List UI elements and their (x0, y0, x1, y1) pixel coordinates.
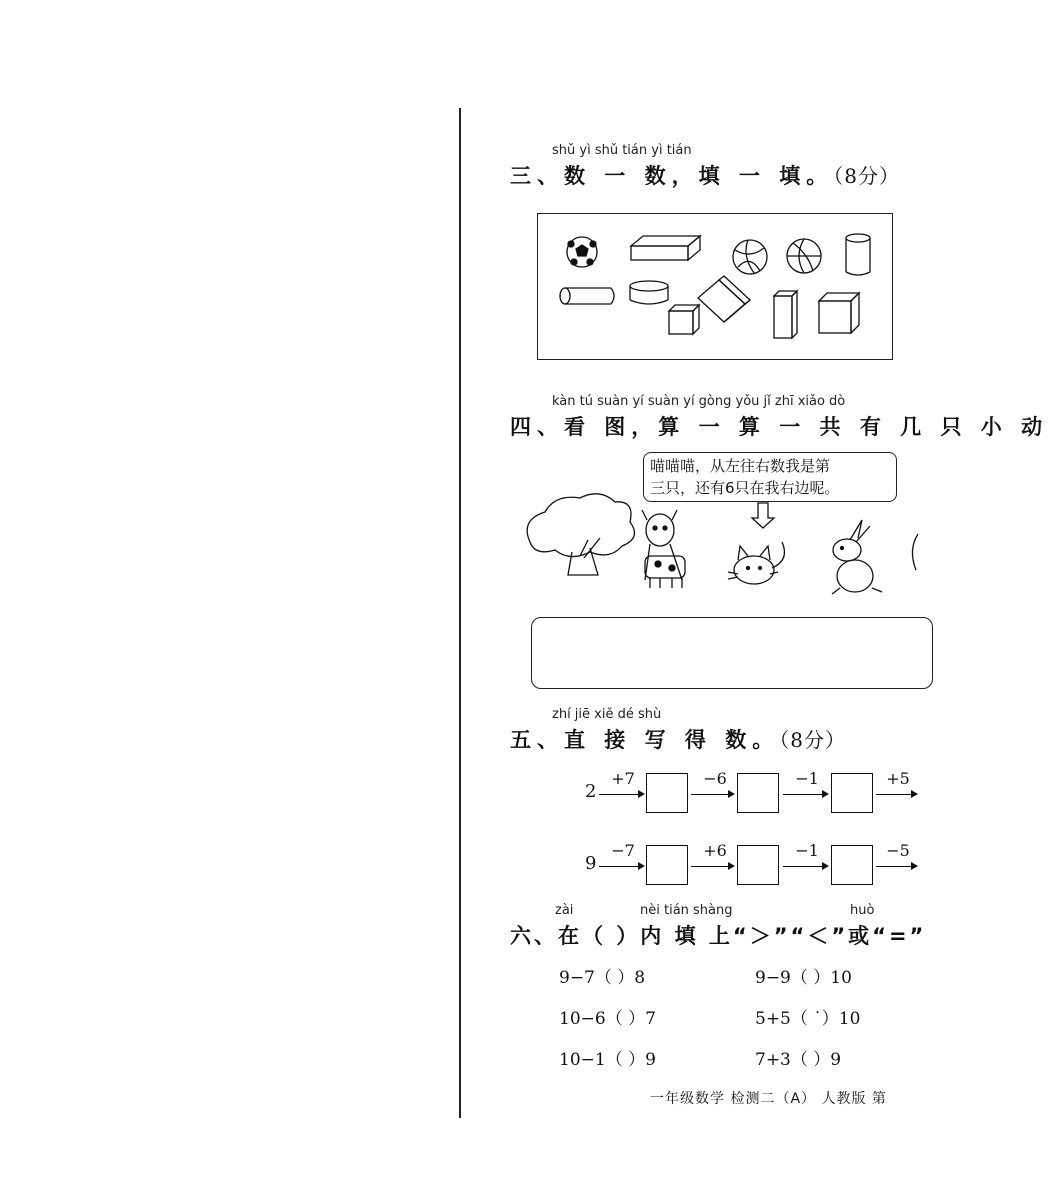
chain-1-op-1: +7 (611, 769, 635, 788)
volleyball-icon (733, 240, 767, 274)
answer-box[interactable] (531, 617, 933, 689)
compare-row-2-a[interactable]: 10−6（ ）7 (559, 1009, 656, 1029)
bubble-line-2: 三只，还有6只在我右边呢。 (650, 479, 840, 497)
answer-square[interactable] (737, 773, 779, 813)
giraffe-icon (642, 510, 685, 588)
fold-line (459, 108, 461, 1118)
horizontal-cylinder-icon (560, 288, 614, 304)
compare-row-3-b[interactable]: 7+3（ ）9 (755, 1050, 842, 1070)
chain-2-start: 9 (585, 853, 597, 874)
tall-cuboid-icon (774, 291, 797, 338)
small-cube-icon (669, 305, 699, 334)
tilted-cuboid-icon (698, 276, 750, 322)
answer-square[interactable] (646, 773, 688, 813)
rabbit-icon (832, 520, 882, 594)
s5-pinyin: zhí jiē xiě dé shù (552, 707, 662, 722)
compare-row-3-a[interactable]: 10−1（ ）9 (559, 1050, 656, 1070)
arrow-icon (599, 794, 643, 795)
compare-row-1-b[interactable]: 9−9（ ）10 (755, 968, 852, 988)
tree-icon (527, 494, 634, 575)
cat-icon (728, 542, 784, 584)
chain-1-op-4: +5 (886, 769, 910, 788)
arrow-icon (599, 866, 643, 867)
s6-title: 六、在（ ）内 填 上“＞”“＜”或“=” (510, 924, 927, 948)
compare-row-1-a[interactable]: 9−7（ ）8 (559, 968, 646, 988)
s4-title: 四、看 图，算 一 算 一 共 有 几 只 小 动 (510, 415, 1048, 439)
short-cylinder-icon (630, 281, 668, 304)
answer-square[interactable] (831, 845, 873, 885)
chain-2-op-1: −7 (611, 841, 635, 860)
chain-1-op-2: −6 (703, 769, 727, 788)
big-cube-icon (819, 293, 859, 333)
arrow-icon (691, 794, 733, 795)
partial-animal-icon (912, 534, 918, 570)
s5-title (510, 724, 846, 754)
s5-title-text: 五、直 接 写 得 数。 (510, 728, 780, 752)
down-arrow-icon (752, 503, 774, 528)
shapes-illustration (538, 214, 892, 359)
compare-row-2-b[interactable]: 5+5（ ˙）10 (755, 1009, 861, 1029)
chain-2-op-2: +6 (703, 841, 727, 860)
answer-square[interactable] (737, 845, 779, 885)
s6-pinyin-zai: zài (555, 903, 574, 918)
arrow-icon (876, 866, 916, 867)
arrow-icon (876, 794, 916, 795)
chain-1-start: 2 (585, 781, 597, 802)
s3-pinyin: shǔ yì shǔ tián yì tián (552, 143, 692, 158)
s6-pinyin-huo: huò (850, 903, 875, 918)
basketball-icon (787, 239, 821, 273)
chain-2-op-3: −1 (795, 841, 819, 860)
s4-pinyin: kàn tú suàn yí suàn yí gòng yǒu jǐ zhī xiǎo dò (552, 394, 846, 409)
soccer-ball-icon (567, 237, 597, 267)
bubble-line-1: 喵喵喵，从左往右数我是第 (650, 457, 831, 475)
s3-title-text: 三、数 一 数，填 一 填。 (510, 164, 834, 188)
upright-cylinder-icon (846, 234, 870, 275)
arrow-icon (783, 866, 827, 867)
page-footer: 一年级数学 检测二（A） 人教版 第 (650, 1091, 887, 1107)
s5-score: （8分） (779, 728, 846, 752)
s6-pinyin-mid: nèi tián shàng (640, 903, 733, 918)
flat-cuboid-icon (631, 236, 700, 260)
shapes-box (537, 213, 893, 360)
animals-illustration (510, 480, 920, 610)
s3-score: （8分） (833, 164, 900, 188)
chain-2-op-4: −5 (886, 841, 910, 860)
arrow-icon (783, 794, 827, 795)
s3-title (510, 160, 900, 190)
arrow-icon (691, 866, 733, 867)
chain-1-op-3: −1 (795, 769, 819, 788)
answer-square[interactable] (831, 773, 873, 813)
answer-square[interactable] (646, 845, 688, 885)
